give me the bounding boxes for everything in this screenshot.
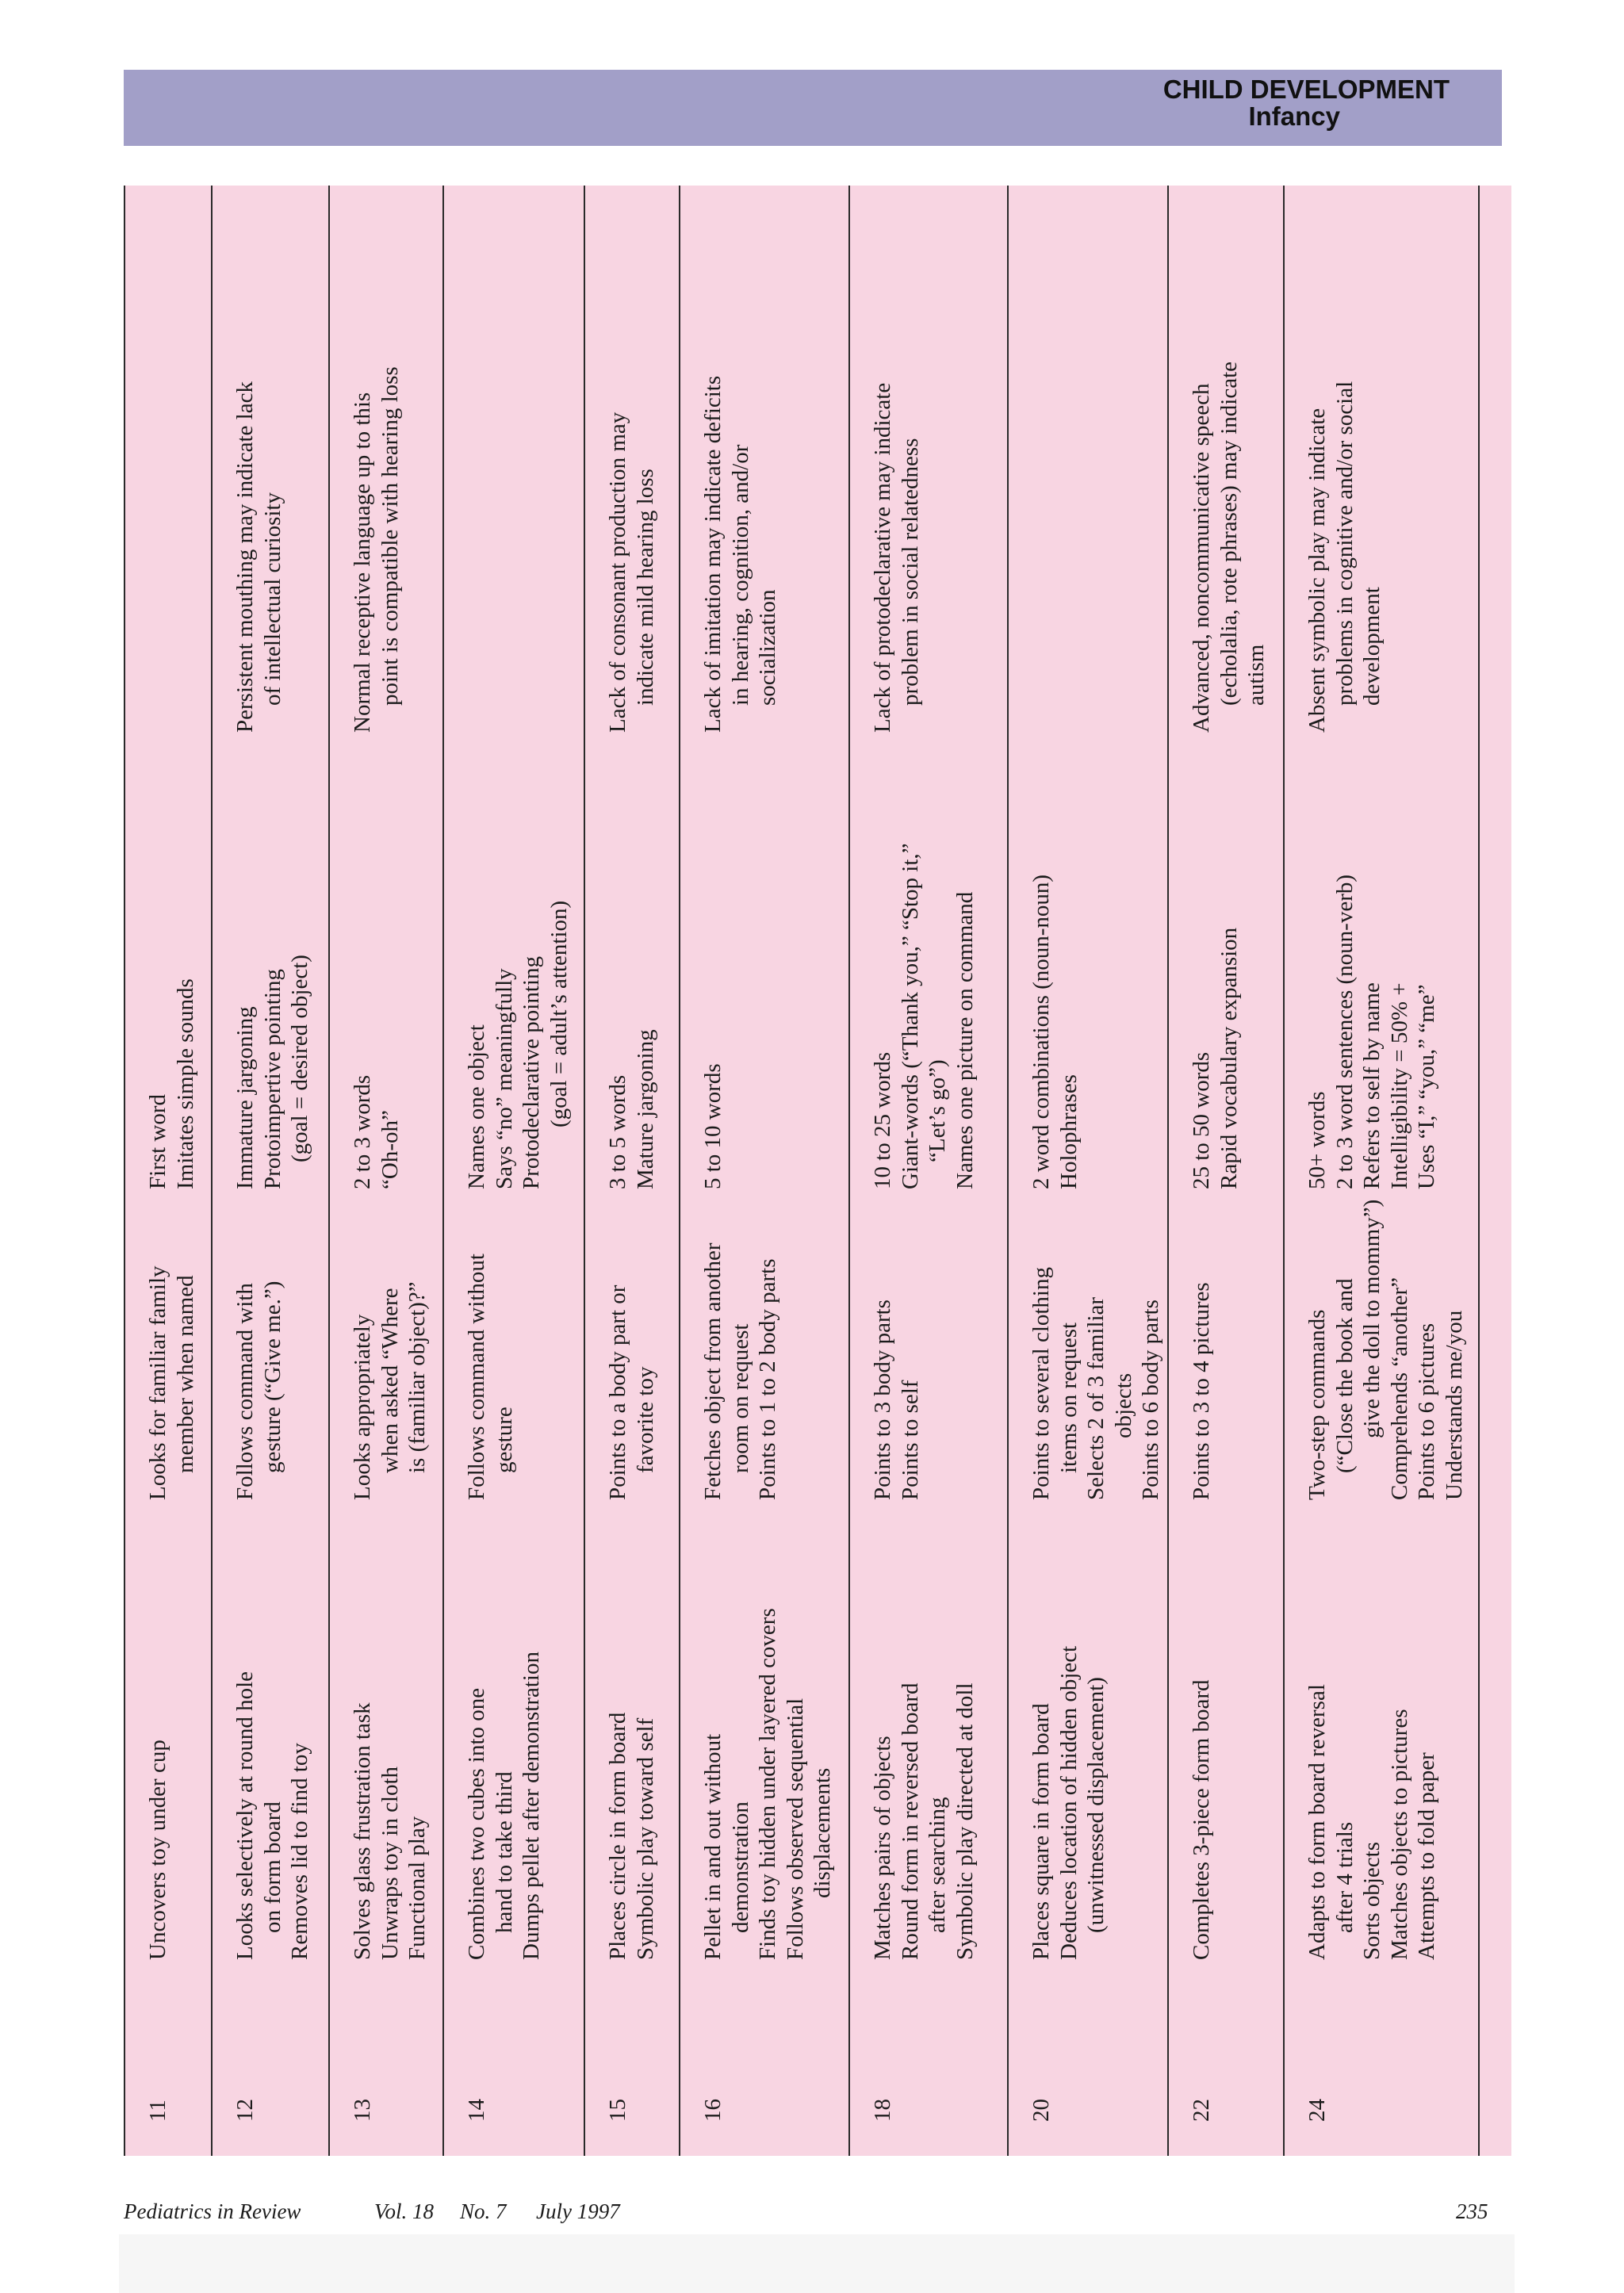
comments-cell xyxy=(869,383,924,733)
visual-motor-cell-line: Symbolic play directed at doll xyxy=(952,1682,978,1960)
expressive-language-cell-line: 10 to 25 words xyxy=(870,1051,895,1189)
receptive-language-cell-line: items on request xyxy=(1055,1322,1082,1473)
expressive-language-cell-line: Giant-words (“Thank you,” “Stop it,” xyxy=(897,843,923,1189)
expressive-language-cell-line: (goal = desired object) xyxy=(287,955,312,1162)
receptive-language-cell-line: Fetches object from another xyxy=(700,1242,726,1500)
receptive-language-cell-line: Points to 6 pictures xyxy=(1414,1323,1439,1500)
expressive-language-cell xyxy=(699,1063,727,1189)
visual-motor-cell-line: hand to take third xyxy=(491,1771,517,1933)
receptive-language-cell-line: when asked “Where xyxy=(377,1288,403,1473)
comments-cell-line: Lack of consonant production may xyxy=(605,412,630,733)
expressive-language-cell-line: Intelligibility = 50% + xyxy=(1386,982,1412,1189)
expressive-language-cell-line: Holophrases xyxy=(1055,1074,1082,1189)
visual-motor-cell-line: Symbolic play toward self xyxy=(632,1717,658,1960)
comments-cell-line: development xyxy=(1359,587,1385,706)
month-value: 12 xyxy=(232,2099,258,2122)
visual-motor-cell-line: Dumps pellet after demonstration xyxy=(519,1652,544,1960)
expressive-language-cell-line: Uses “I,” “you,” “me” xyxy=(1414,984,1439,1189)
comments-cell-line: (echolalia, rote phrases) may indicate xyxy=(1216,362,1242,706)
comments-cell-line: Lack of imitation may indicate deficits xyxy=(700,375,726,733)
table-row xyxy=(1167,186,1285,2156)
receptive-language-cell-line: give the doll to mommy”) xyxy=(1359,1199,1385,1438)
expressive-language-cell-line: 2 to 3 word sentences (noun-verb) xyxy=(1331,874,1358,1189)
month-cell xyxy=(869,2099,897,2122)
expressive-language-cell-line: Protoimpertive pointing xyxy=(259,969,285,1189)
receptive-language-cell-line: Points to 3 body parts xyxy=(870,1300,895,1500)
comments-cell-line: Absent symbolic play may indicate xyxy=(1304,408,1330,733)
comments-cell-line: problems in cognitive and/or social xyxy=(1331,381,1358,706)
visual-motor-cell-line: Solves glass frustration task xyxy=(350,1702,375,1960)
visual-motor-cell xyxy=(463,1652,546,1960)
footer-journal: Pediatrics in Review xyxy=(124,2199,301,2223)
footer-volume: Vol. 18 xyxy=(374,2199,435,2223)
expressive-language-cell xyxy=(1028,875,1082,1189)
visual-motor-cell-line: (unwitnessed displacement) xyxy=(1083,1677,1109,1933)
visual-motor-cell-line: Matches pairs of objects xyxy=(870,1736,895,1960)
receptive-language-cell-line: favorite toy xyxy=(632,1366,658,1473)
visual-motor-cell-line: Functional play xyxy=(404,1816,430,1960)
month-value: 24 xyxy=(1304,2099,1330,2122)
footer-date: July 1997 xyxy=(536,2199,620,2223)
month-cell xyxy=(699,2099,727,2122)
receptive-language-cell-line: gesture (“Give me.”) xyxy=(259,1280,285,1473)
comments-cell-line: Lack of protodeclarative may indicate xyxy=(870,382,895,733)
comments-cell-line: autism xyxy=(1243,644,1269,706)
footer-strip xyxy=(119,2234,1515,2293)
receptive-language-cell xyxy=(232,1281,286,1500)
table-row xyxy=(679,186,850,2156)
expressive-language-cell-line: Rapid vocabulary expansion xyxy=(1216,927,1242,1189)
month-cell xyxy=(232,2099,259,2122)
expressive-language-cell-line: Names one object xyxy=(464,1024,489,1189)
visual-motor-cell-line: after searching xyxy=(925,1797,950,1933)
receptive-language-cell xyxy=(1028,1267,1165,1500)
visual-motor-cell-line: Completes 3-piece form board xyxy=(1189,1679,1214,1960)
month-value: 11 xyxy=(145,2100,170,2122)
footer-issue: No. 7 xyxy=(460,2199,507,2223)
month-cell xyxy=(604,2099,632,2122)
month-cell xyxy=(1188,2099,1216,2122)
visual-motor-cell-line: Finds toy hidden under layered covers xyxy=(755,1608,780,1960)
receptive-language-cell-line: Points to 6 body parts xyxy=(1138,1300,1163,1500)
visual-motor-cell xyxy=(144,1740,172,1960)
receptive-language-cell xyxy=(463,1254,518,1500)
receptive-language-cell-line: Follows command without xyxy=(464,1254,489,1500)
receptive-language-cell-line: Points to 3 to 4 pictures xyxy=(1189,1282,1214,1500)
table-edge xyxy=(1502,186,1511,2156)
expressive-language-cell xyxy=(349,1075,404,1189)
page-header-band xyxy=(124,70,1502,146)
receptive-language-cell-line: Points to several clothing xyxy=(1028,1267,1054,1500)
receptive-language-cell-line: (“Close the book and xyxy=(1331,1278,1358,1473)
visual-motor-cell-line: Matches objects to pictures xyxy=(1386,1709,1412,1960)
receptive-language-cell-line: Understands me/you xyxy=(1441,1310,1467,1500)
month-value: 20 xyxy=(1028,2099,1054,2122)
visual-motor-cell-line: Round form in reversed board xyxy=(897,1682,923,1960)
visual-motor-cell-line: Follows observed sequential xyxy=(782,1698,808,1960)
receptive-language-cell-line: Looks appropriately xyxy=(350,1314,375,1500)
expressive-language-cell-line: “Oh-oh” xyxy=(377,1110,403,1189)
comments-cell xyxy=(1304,381,1386,733)
expressive-language-cell-line: Says “no” meaningfully xyxy=(491,968,517,1189)
visual-motor-cell-line: Unwraps toy in cloth xyxy=(377,1766,403,1960)
visual-motor-cell xyxy=(699,1608,837,1960)
receptive-language-cell xyxy=(699,1242,782,1500)
visual-motor-cell xyxy=(232,1671,314,1960)
comments-cell xyxy=(232,381,286,733)
comments-cell-line: Persistent mouthing may indicate lack xyxy=(232,381,258,733)
visual-motor-cell xyxy=(1304,1684,1441,1960)
expressive-language-cell-line: Protodeclarative pointing xyxy=(519,956,544,1189)
expressive-language-cell-line: 3 to 5 words xyxy=(605,1074,630,1189)
expressive-language-cell-line: “Let’s go”) xyxy=(925,1059,950,1162)
receptive-language-cell xyxy=(1304,1200,1468,1500)
receptive-language-cell xyxy=(604,1285,659,1500)
month-value: 22 xyxy=(1189,2099,1214,2122)
table-row xyxy=(1283,186,1480,2156)
visual-motor-cell-line: Adapts to form board reversal xyxy=(1304,1684,1330,1960)
table-row xyxy=(328,186,444,2156)
receptive-language-cell xyxy=(1188,1282,1216,1500)
table-row xyxy=(584,186,680,2156)
receptive-language-cell-line: Points to self xyxy=(897,1380,923,1500)
receptive-language-cell-line: is (familiar object)?” xyxy=(404,1281,430,1473)
receptive-language-cell xyxy=(144,1265,199,1500)
visual-motor-cell xyxy=(604,1713,659,1960)
visual-motor-cell-line: after 4 trials xyxy=(1331,1821,1358,1933)
visual-motor-cell-line: on form board xyxy=(259,1801,285,1933)
month-value: 14 xyxy=(464,2099,489,2122)
month-cell xyxy=(1304,2099,1331,2122)
visual-motor-cell-line: displacements xyxy=(810,1767,835,1898)
comments-cell xyxy=(1188,362,1270,733)
visual-motor-cell-line: demonstration xyxy=(727,1801,753,1933)
receptive-language-cell-line: Looks for familiar family xyxy=(145,1265,170,1500)
comments-cell-line: socialization xyxy=(755,589,780,706)
comments-cell-line: of intellectual curiosity xyxy=(259,492,285,706)
month-cell xyxy=(463,2099,491,2122)
receptive-language-cell-line: gesture xyxy=(491,1407,517,1473)
comments-cell-line: problem in social relatedness xyxy=(897,438,923,706)
receptive-language-cell-line: Follows command with xyxy=(232,1283,258,1500)
expressive-language-cell-line: (goal = adult’s attention) xyxy=(546,900,572,1127)
comments-cell-line: in hearing, cognition, and/or xyxy=(727,444,753,706)
expressive-language-cell-line: 50+ words xyxy=(1304,1091,1330,1189)
expressive-language-cell xyxy=(463,901,573,1189)
visual-motor-cell xyxy=(349,1702,431,1960)
receptive-language-cell-line: Points to 1 to 2 body parts xyxy=(755,1258,780,1500)
expressive-language-cell xyxy=(232,955,314,1189)
table-row xyxy=(442,186,585,2156)
expressive-language-cell-line: 25 to 50 words xyxy=(1189,1051,1214,1189)
expressive-language-cell-line: First word xyxy=(145,1093,170,1189)
visual-motor-cell-line: Combines two cubes into one xyxy=(464,1687,489,1960)
receptive-language-cell xyxy=(869,1300,924,1500)
visual-motor-cell xyxy=(1028,1646,1110,1960)
visual-motor-cell-line: Pellet in and out without xyxy=(700,1733,726,1960)
expressive-language-cell-line: Refers to self by name xyxy=(1359,982,1385,1189)
month-value: 18 xyxy=(870,2099,895,2122)
receptive-language-cell-line: Two-step commands xyxy=(1304,1309,1330,1500)
month-cell xyxy=(1028,2099,1055,2122)
visual-motor-cell-line: Removes lid to find toy xyxy=(287,1743,312,1960)
expressive-language-cell-line: Mature jargoning xyxy=(632,1029,658,1189)
expressive-language-cell xyxy=(1304,875,1441,1189)
section-title: CHILD DEVELOPMENT xyxy=(1162,75,1450,104)
comments-cell-line: Advanced, noncommunicative speech xyxy=(1189,383,1214,733)
expressive-language-cell xyxy=(144,978,199,1189)
month-value: 13 xyxy=(350,2099,375,2122)
month-cell xyxy=(349,2099,377,2122)
footer-page-number: 235 xyxy=(1456,2199,1488,2223)
table-row xyxy=(211,186,330,2156)
comments-cell xyxy=(349,366,404,733)
receptive-language-cell-line: Comprehends “another” xyxy=(1386,1277,1412,1500)
visual-motor-cell xyxy=(869,1682,979,1960)
comments-cell-line: indicate mild hearing loss xyxy=(632,469,658,706)
table-row xyxy=(124,186,213,2156)
expressive-language-cell-line: Immature jargoning xyxy=(232,1006,258,1189)
visual-motor-cell-line: Looks selectively at round hole xyxy=(232,1671,258,1960)
visual-motor-cell-line: Places square in form board xyxy=(1028,1703,1054,1960)
expressive-language-cell-line: 2 word combinations (noun-noun) xyxy=(1028,874,1054,1189)
section-subtitle: Infancy xyxy=(1248,101,1340,131)
milestone-table xyxy=(124,186,1502,2156)
comments-cell-line: point is compatible with hearing loss xyxy=(377,366,403,706)
receptive-language-cell-line: Selects 2 of 3 familiar xyxy=(1083,1296,1109,1500)
expressive-language-cell-line: Names one picture on command xyxy=(952,891,978,1189)
visual-motor-cell xyxy=(1188,1679,1216,1960)
expressive-language-cell xyxy=(604,1029,659,1189)
comments-cell xyxy=(604,412,659,733)
table-row xyxy=(848,186,1009,2156)
receptive-language-cell-line: room on request xyxy=(727,1323,753,1473)
comments-cell-line: Normal receptive language up to this xyxy=(350,392,375,733)
visual-motor-cell-line: Sorts objects xyxy=(1359,1841,1385,1960)
month-value: 15 xyxy=(605,2099,630,2122)
receptive-language-cell-line: objects xyxy=(1110,1372,1136,1438)
expressive-language-cell xyxy=(1188,928,1243,1189)
table-row xyxy=(1007,186,1169,2156)
visual-motor-cell-line: Uncovers toy under cup xyxy=(145,1740,170,1960)
visual-motor-cell-line: Attempts to fold paper xyxy=(1414,1752,1439,1960)
expressive-language-cell xyxy=(869,843,979,1189)
visual-motor-cell-line: Deduces location of hidden object xyxy=(1055,1645,1082,1960)
expressive-language-cell-line: Imitates simple sounds xyxy=(172,978,198,1189)
visual-motor-cell-line: Places circle in form board xyxy=(605,1712,630,1960)
receptive-language-cell-line: member when named xyxy=(172,1275,198,1473)
month-value: 16 xyxy=(700,2099,726,2122)
receptive-language-cell-line: Points to a body part or xyxy=(605,1284,630,1500)
comments-cell xyxy=(699,376,782,733)
receptive-language-cell xyxy=(349,1281,431,1500)
expressive-language-cell-line: 5 to 10 words xyxy=(700,1063,726,1189)
expressive-language-cell-line: 2 to 3 words xyxy=(350,1074,375,1189)
month-cell xyxy=(144,2100,172,2122)
